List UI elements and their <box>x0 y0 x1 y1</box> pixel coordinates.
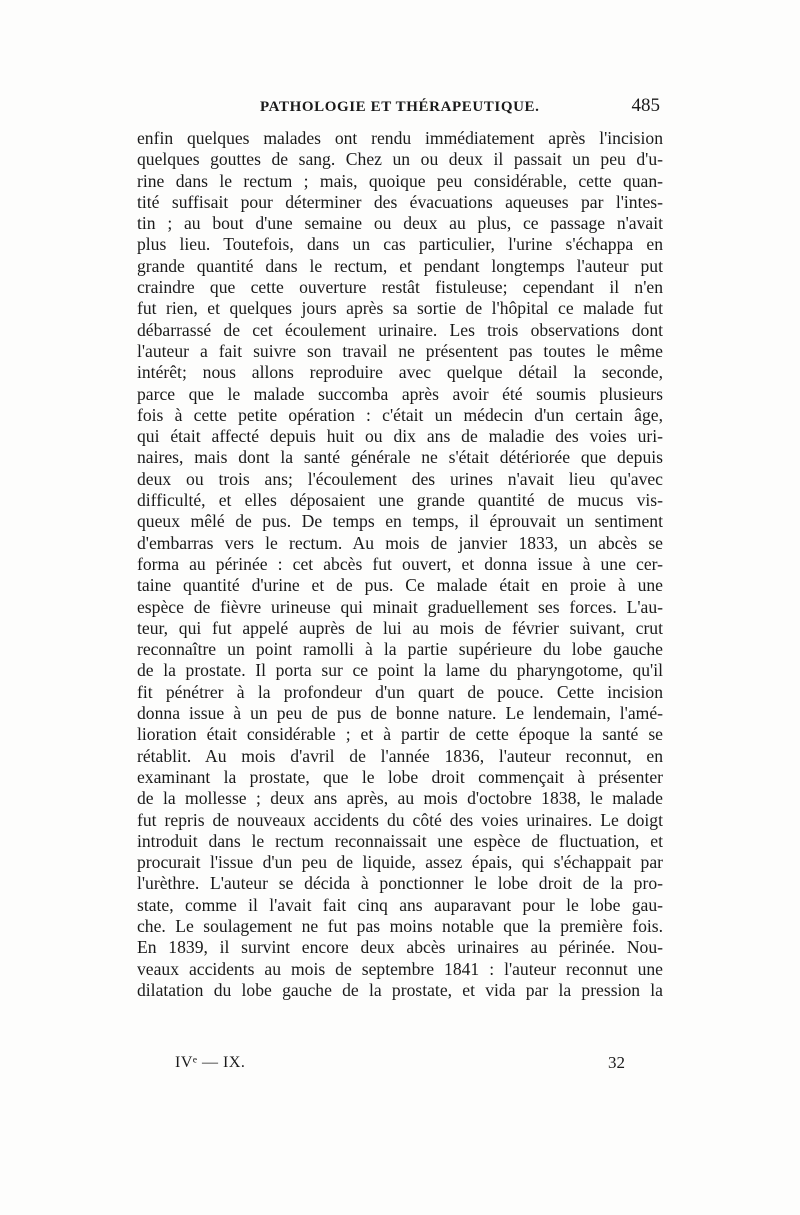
text-line: qui était affecté depuis huit ou dix ans de maladie des voies uri- <box>137 426 663 447</box>
text-line: espèce de fièvre urineuse qui minait graduellement ses forces. L'au- <box>137 596 663 617</box>
text-line: tité suffisait pour déterminer des évacuations aqueuses par l'intes- <box>137 191 663 212</box>
text-line: de la prostate. Il porta sur ce point la lame du pharyngotome, qu'il <box>137 660 663 681</box>
text-line: tin ; au bout d'une semaine ou deux au plus, ce passage n'avait <box>137 213 663 234</box>
text-line: fois à cette petite opération : c'était un médecin d'un certain âge, <box>137 404 663 425</box>
text-line: rine dans le rectum ; mais, quoique peu considérable, cette quan- <box>137 170 663 191</box>
text-line: donna issue à un peu de pus de bonne nature. Le lendemain, l'amé- <box>137 703 663 724</box>
text-line: En 1839, il survint encore deux abcès urinaires au périnée. Nou- <box>137 937 663 958</box>
text-line: forma au périnée : cet abcès fut ouvert, et donna issue à une cer- <box>137 553 663 574</box>
page-number: 485 <box>631 95 660 116</box>
text-line: deux ou trois ans; l'écoulement des urines n'avait lieu qu'avec <box>137 468 663 489</box>
text-line: che. Le soulagement ne fut pas moins notable que la première fois. <box>137 915 663 936</box>
text-line: débarrassé de cet écoulement urinaire. Les trois observations dont <box>137 319 663 340</box>
text-line: teur, qui fut appelé auprès de lui au mois de février suivant, crut <box>137 617 663 638</box>
text-line: d'embarras vers le rectum. Au mois de janvier 1833, un abcès se <box>137 532 663 553</box>
text-line: quelques gouttes de sang. Chez un ou deux il passait un peu d'u- <box>137 149 663 170</box>
text-line: l'urèthre. L'auteur se décida à ponctionner le lobe droit de la pro- <box>137 873 663 894</box>
text-line: l'auteur a fait suivre son travail ne présentent pas toutes le même <box>137 340 663 361</box>
text-line: procurait l'issue d'un peu de liquide, assez épais, qui s'échappait par <box>137 852 663 873</box>
text-line: reconnaître un point ramolli à la partie supérieure du lobe gauche <box>137 639 663 660</box>
text-line: naires, mais dont la santé générale ne s'était détériorée que depuis <box>137 447 663 468</box>
text-line: intérêt; nous allons reproduire avec quelque détail la seconde, <box>137 362 663 383</box>
text-line: plus lieu. Toutefois, dans un cas particulier, l'urine s'échappa en <box>137 234 663 255</box>
text-line: queux mêlé de pus. De temps en temps, il éprouvait un sentiment <box>137 511 663 532</box>
text-line: examinant la prostate, que le lobe droit commençait à présenter <box>137 766 663 787</box>
text-line: dilatation du lobe gauche de la prostate, et vida par la pression la <box>137 979 663 1000</box>
text-line: grande quantité dans le rectum, et pendant longtemps l'auteur put <box>137 255 663 276</box>
page-header <box>137 97 660 121</box>
text-line: taine quantité d'urine et de pus. Ce malade était en proie à une <box>137 575 663 596</box>
text-line: introduit dans le rectum reconnaissait une espèce de fluctuation, et <box>137 830 663 851</box>
text-line: de la mollesse ; deux ans après, au mois d'octobre 1838, le malade <box>137 788 663 809</box>
running-head: PATHOLOGIE ET THÉRAPEUTIQUE. <box>260 99 540 115</box>
printer-signature: IVᵉ — IX. <box>175 1054 246 1071</box>
text-line: difficulté, et elles déposaient une grande quantité de mucus vis- <box>137 490 663 511</box>
page-footer <box>175 1052 625 1076</box>
text-line: craindre que cette ouverture restât fistuleuse; cependant il n'en <box>137 277 663 298</box>
text-line: fut repris de nouveaux accidents du côté des voies urinaires. Le doigt <box>137 809 663 830</box>
body-text <box>137 128 663 1001</box>
text-line: parce que le malade succomba après avoir été soumis plusieurs <box>137 383 663 404</box>
text-line: fit pénétrer à la profondeur d'un quart de pouce. Cette incision <box>137 681 663 702</box>
text-line: veaux accidents au mois de septembre 1841 : l'auteur reconnut une <box>137 958 663 979</box>
signature-mark: 32 <box>608 1053 625 1072</box>
text-line: enfin quelques malades ont rendu immédiatement après l'incision <box>137 128 663 148</box>
text-line: fut rien, et quelques jours après sa sortie de l'hôpital ce malade fut <box>137 298 663 319</box>
text-line: rétablit. Au mois d'avril de l'année 1836, l'auteur reconnut, en <box>137 745 663 766</box>
text-line: state, comme il l'avait fait cinq ans auparavant pour le lobe gau- <box>137 894 663 915</box>
text-line: lioration était considérable ; et à partir de cette époque la santé se <box>137 724 663 745</box>
